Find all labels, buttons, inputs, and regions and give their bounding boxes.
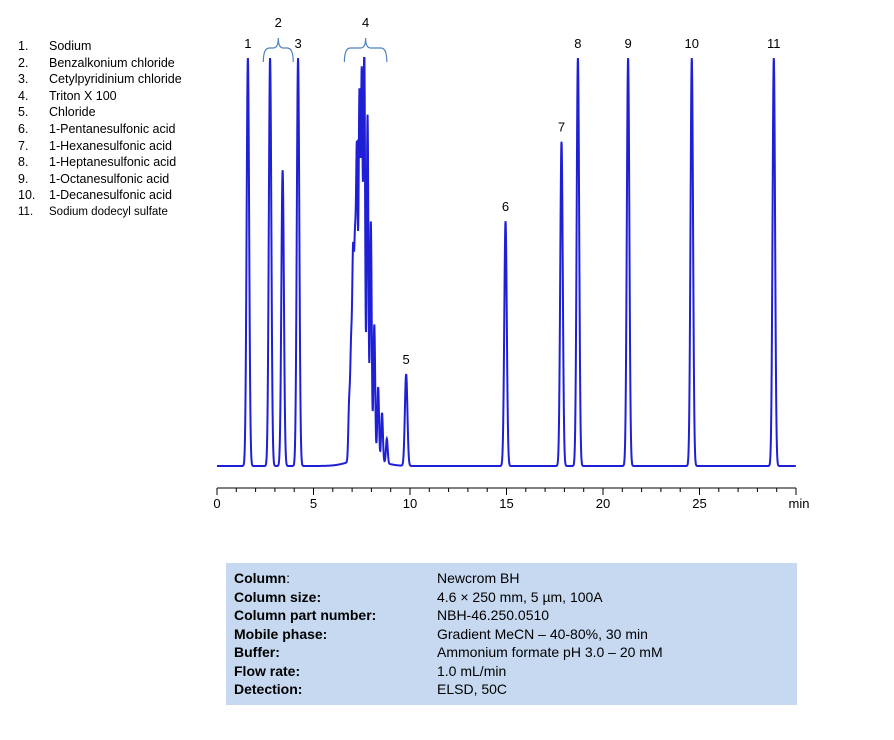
chromatogram-trace [217,58,796,466]
info-value: Gradient MeCN – 40-80%, 30 min [437,625,648,642]
peak-group-label: 2 [274,15,282,30]
peak-label: 10 [684,36,700,51]
info-label: Column: [234,570,290,586]
legend-item-number: 3. [18,72,29,87]
info-value: NBH-46.250.0510 [437,607,550,623]
peak-label: 8 [574,36,582,51]
info-row [234,643,797,662]
peak-group-bracket [263,38,293,62]
x-tick-label: 10 [402,496,418,511]
legend-item-name: 1-Decanesulfonic acid [49,188,172,203]
info-label: Column size: [234,588,322,605]
legend-item-number: 8. [18,155,29,170]
info-row [234,662,797,681]
info-value: Ammonium formate pH 3.0 – 20 mM [437,644,663,660]
legend-item-number: 9. [18,171,29,186]
x-tick-label: 0 [213,496,221,511]
x-axis-label: min [788,496,810,511]
legend-item-number: 4. [18,88,29,103]
legend-item-number: 6. [18,121,29,136]
info-value: ELSD, 50C [437,681,508,697]
peak-group-label: 4 [361,15,370,30]
info-row [234,625,797,644]
x-tick-label: 5 [309,496,318,511]
legend-item-number: 5. [18,105,29,120]
peak-label: 1 [244,36,252,51]
legend-item-name: Sodium [49,39,92,53]
legend-item-number: 1. [18,39,29,53]
info-row [234,588,797,607]
info-label: Mobile phase: [234,625,328,642]
legend-item-name: Chloride [49,105,96,120]
info-label: Detection: [234,681,303,697]
info-value: Newcrom BH [437,570,520,586]
peak-label: 9 [624,36,632,51]
legend-item-number: 11. [18,205,34,218]
legend-item-name: Benzalkonium chloride [49,55,175,70]
legend-item-name: Triton X 100 [49,88,117,103]
legend-item-number: 10. [18,188,36,203]
legend-item-number: 7. [18,138,29,153]
peak-label: 7 [557,119,566,135]
legend-item-name: 1-Pentanesulfonic acid [49,121,176,136]
info-value: 4.6 × 250 mm, 5 µm, 100A [437,588,603,605]
info-value: 1.0 mL/min [437,662,507,679]
peak-label: 3 [294,36,302,51]
info-row [234,680,797,699]
legend-item-name: Sodium dodecyl sulfate [49,205,168,218]
peak-label: 5 [402,352,410,368]
info-label: Flow rate: [234,662,301,679]
x-tick-label: 25 [692,496,707,511]
info-row [234,606,797,625]
info-label: Buffer: [234,644,280,660]
info-label: Column part number: [234,607,377,623]
legend-item-number: 2. [18,55,29,70]
peak-label: 11 [767,36,781,51]
legend-item-name: 1-Heptanesulfonic acid [49,155,177,170]
legend-item-name: Cetylpyridinium chloride [49,72,182,87]
peak-group-bracket [344,38,386,62]
legend-item-name: 1-Hexanesulfonic acid [49,138,172,153]
x-tick-label: 20 [595,496,611,511]
method-info-panel [226,563,797,705]
info-row [234,569,797,588]
x-tick-label: 15 [499,496,514,511]
legend-item-name: 1-Octanesulfonic acid [49,171,170,186]
peak-label: 6 [501,199,510,215]
